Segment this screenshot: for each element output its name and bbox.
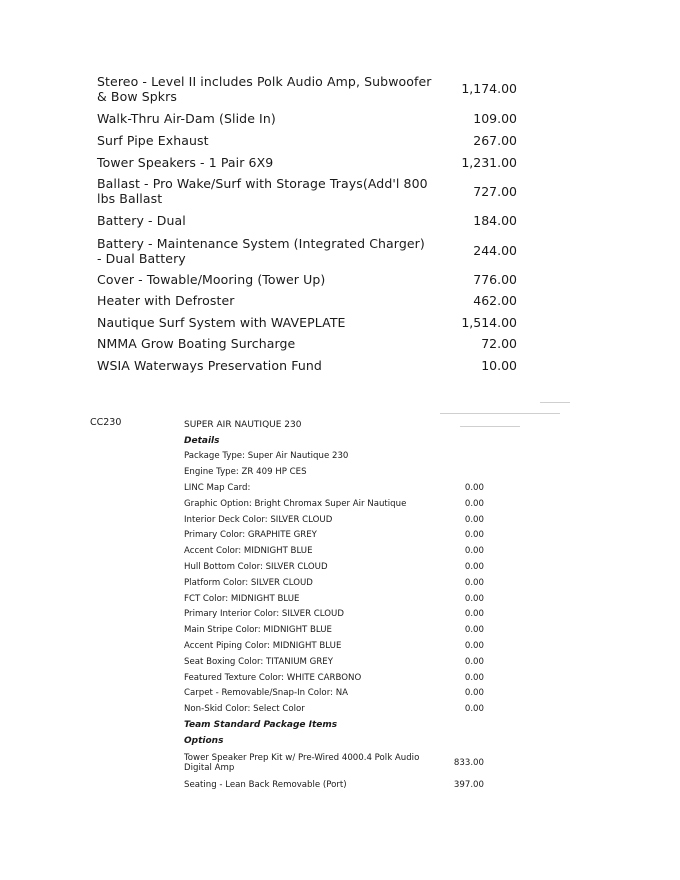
table-row: Accent Piping Color: MIDNIGHT BLUE 0.00 <box>184 641 484 652</box>
list-item <box>97 354 517 376</box>
table-row: Featured Texture Color: WHITE CARBONO 0.00 <box>184 672 484 683</box>
table-row: LINC Map Card: 0.00 <box>184 483 484 494</box>
item-description: WSIA Waterways Preservation Fund <box>97 357 322 373</box>
list-item <box>97 333 517 354</box>
table-row: Hull Bottom Color: SILVER CLOUD 0.00 <box>184 562 484 573</box>
table-row: Platform Color: SILVER CLOUD 0.00 <box>184 577 484 588</box>
item-description: Heater with Defroster <box>97 293 235 308</box>
list-item <box>97 129 517 151</box>
table-row: Seat Boxing Color: TITANIUM GREY 0.00 <box>184 656 484 667</box>
table-row: Primary Color: GRAPHITE GREY 0.00 <box>184 530 484 541</box>
item-description: NMMA Grow Boating Surcharge <box>97 336 296 351</box>
list-item <box>97 290 517 311</box>
item-description: Surf Pipe Exhaust <box>97 132 209 148</box>
team-standard-heading: Team Standard Package Items <box>184 720 338 731</box>
item-price: 1,174.00 <box>461 81 517 96</box>
list-item <box>97 173 517 209</box>
item-price: 72.00 <box>481 336 517 351</box>
item-price: 109.00 <box>473 110 517 126</box>
scan-speck <box>460 426 520 427</box>
options-heading: Options <box>184 735 224 746</box>
list-item <box>97 311 517 333</box>
options-price-list <box>97 70 517 376</box>
package-type: Package Type: Super Air Nautique 230 <box>184 451 349 462</box>
engine-type: Engine Type: ZR 409 HP CES <box>184 467 307 478</box>
table-row: Main Stripe Color: MIDNIGHT BLUE 0.00 <box>184 625 484 636</box>
model-code: CC230 <box>90 417 122 428</box>
table-row: Graphic Option: Bright Chromax Super Air Nautique 0.00 <box>184 498 484 509</box>
item-price: 462.00 <box>473 293 517 308</box>
item-description: Stereo - Level II includes Polk Audio Amp, Subwoofer & Bow Spkrs <box>97 73 432 104</box>
table-row: Accent Color: MIDNIGHT BLUE 0.00 <box>184 546 484 557</box>
list-item <box>97 151 517 173</box>
item-description: Battery - Dual <box>97 213 186 228</box>
table-row: Non-Skid Color: Select Color 0.00 <box>184 704 484 715</box>
list-item <box>97 107 517 129</box>
item-description: Walk-Thru Air-Dam (Slide In) <box>97 110 276 126</box>
item-price: 1,231.00 <box>461 154 517 170</box>
list-item <box>97 232 517 269</box>
table-row: Interior Deck Color: SILVER CLOUD 0.00 <box>184 514 484 525</box>
table-row: Carpet - Removable/Snap-In Color: NA 0.00 <box>184 688 484 699</box>
item-description: Tower Speakers - 1 Pair 6X9 <box>97 154 274 170</box>
item-price: 184.00 <box>473 213 517 228</box>
item-price: 244.00 <box>473 243 517 258</box>
model-details-section <box>184 417 484 793</box>
list-item <box>97 209 517 232</box>
item-price: 267.00 <box>473 132 517 148</box>
list-item <box>97 70 517 107</box>
table-row: Primary Interior Color: SILVER CLOUD 0.00 <box>184 609 484 620</box>
model-name: SUPER AIR NAUTIQUE 230 <box>184 419 302 430</box>
item-description: Nautique Surf System with WAVEPLATE <box>97 314 346 330</box>
list-item <box>97 269 517 290</box>
item-price: 1,514.00 <box>461 314 517 330</box>
details-heading: Details <box>184 435 220 446</box>
item-price: 727.00 <box>473 183 517 199</box>
item-description: Battery - Maintenance System (Integrated Charger) - Dual Battery <box>97 235 425 266</box>
item-description: Ballast - Pro Wake/Surf with Storage Trays(Add'l 800 lbs Ballast <box>97 176 428 206</box>
table-row: FCT Color: MIDNIGHT BLUE 0.00 <box>184 593 484 604</box>
item-price: 776.00 <box>473 272 517 287</box>
scan-speck <box>540 402 570 403</box>
table-row: Tower Speaker Prep Kit w/ Pre-Wired 4000.4 Polk Audio Digital Amp 833.00 <box>184 752 484 773</box>
table-row: Seating - Lean Back Removable (Port) 397.00 <box>184 779 484 790</box>
scan-speck <box>440 413 560 414</box>
item-description: Cover - Towable/Mooring (Tower Up) <box>97 272 326 287</box>
item-price: 10.00 <box>481 357 517 373</box>
